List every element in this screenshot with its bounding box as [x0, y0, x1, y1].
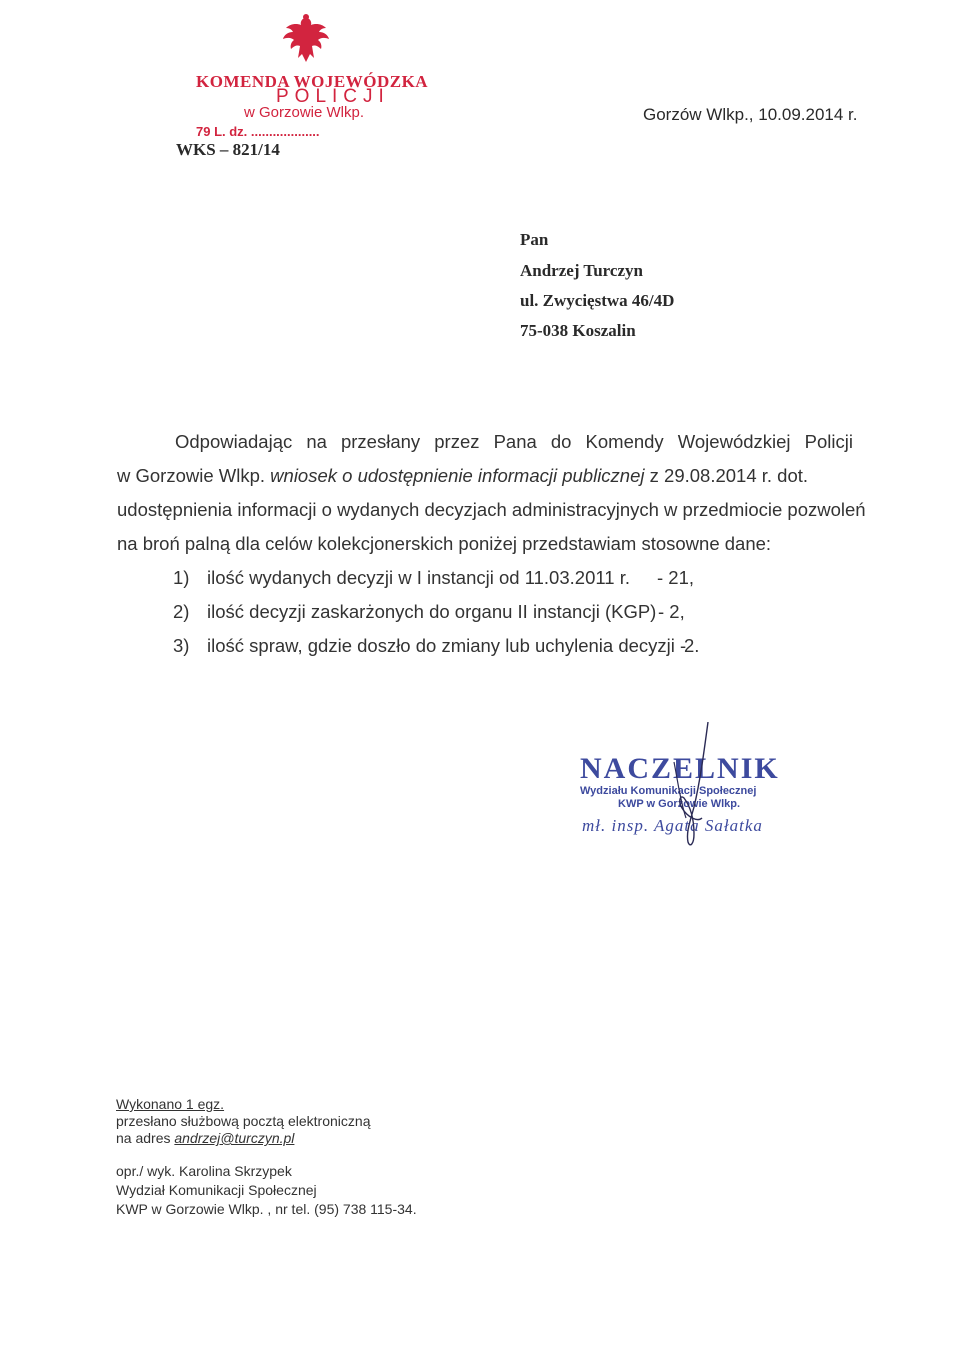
letter-date: Gorzów Wlkp., 10.09.2014 r.	[643, 105, 858, 124]
body-word: przez	[434, 431, 480, 452]
department-name: Wydział Komunikacji Społecznej	[116, 1182, 317, 1198]
list-item-text: ilość wydanych decyzji w I instancji od 11.03.2011 r.	[207, 567, 630, 588]
signature-name: mł. insp. Agata Sałatka	[582, 816, 763, 835]
list-item-number: 3)	[173, 635, 190, 656]
stamp-line-1: KOMENDA WOJEWÓDZKA	[196, 72, 429, 91]
email-link[interactable]: andrzej@turczyn.pl	[174, 1130, 295, 1146]
stamp-line-2: POLICJI	[276, 86, 390, 107]
body-word: do	[550, 431, 572, 452]
body-word: Policji	[804, 431, 853, 452]
body-line-3: udostępnienia informacji o wydanych decyzjach administracyjnych w przedmiocie pozwoleń	[117, 499, 866, 520]
stamp-line-4: 79 L. dz. ...................	[196, 124, 320, 139]
reference-number: WKS – 821/14	[176, 140, 280, 159]
recipient-salutation: Pan	[520, 230, 549, 249]
list-item-text: ilość spraw, gdzie doszło do zmiany lub uchylenia decyzji -	[207, 635, 687, 656]
body-word: Pana	[493, 431, 537, 452]
signature-stamp	[580, 752, 810, 862]
list-item-value: 2.	[684, 635, 700, 656]
recipient-street: ul. Zwycięstwa 46/4D	[520, 291, 675, 310]
body-word: przesłany	[340, 431, 421, 452]
body-word: Komendy	[585, 431, 664, 452]
address-label: na adres	[116, 1130, 175, 1146]
list-item-text: ilość decyzji zaskarżonych do organu II instancji (KGP)	[207, 601, 657, 622]
handwritten-signature-icon	[650, 722, 730, 862]
body-text: w Gorzowie Wlkp.	[117, 465, 271, 486]
prepared-by: opr./ wyk. Karolina Skrzypek	[116, 1163, 292, 1179]
signature-unit: KWP w Gorzowie Wlkp.	[618, 798, 741, 810]
contact-info: KWP w Gorzowie Wlkp. , nr tel. (95) 738 115-34.	[116, 1201, 417, 1217]
body-text: z 29.08.2014 r. dot.	[644, 465, 809, 486]
signature-department: Wydziału Komunikacji Społecznej	[580, 785, 757, 797]
recipient-name: Andrzej Turczyn	[520, 261, 643, 280]
body-line-1	[175, 431, 853, 453]
body-word: na	[306, 431, 327, 452]
eagle-emblem-icon	[278, 14, 334, 68]
police-header-stamp	[196, 14, 429, 139]
request-title: wniosek o udostępnienie informacji publicznej	[270, 465, 645, 486]
body-line-4: na broń palną dla celów kolekcjonerskich poniżej przedstawiam stosowne dane:	[117, 533, 772, 554]
recipient-city: 75-038 Koszalin	[520, 321, 636, 340]
signature-title: NACZELNIK	[580, 752, 780, 785]
list-item-value: - 2,	[658, 601, 685, 622]
body-word: Wojewódzkiej	[677, 431, 791, 452]
body-line-2	[117, 465, 808, 487]
list-item-number: 1)	[173, 567, 190, 588]
address-line	[116, 1130, 294, 1146]
stamp-line-3: w Gorzowie Wlkp.	[244, 104, 365, 121]
copies-note: Wykonano 1 egz.	[116, 1096, 225, 1112]
body-word: Odpowiadając	[175, 431, 293, 452]
list-item-value: - 21,	[657, 567, 695, 588]
list-item-number: 2)	[173, 601, 190, 622]
sent-via-note: przesłano służbową pocztą elektroniczną	[116, 1113, 371, 1129]
